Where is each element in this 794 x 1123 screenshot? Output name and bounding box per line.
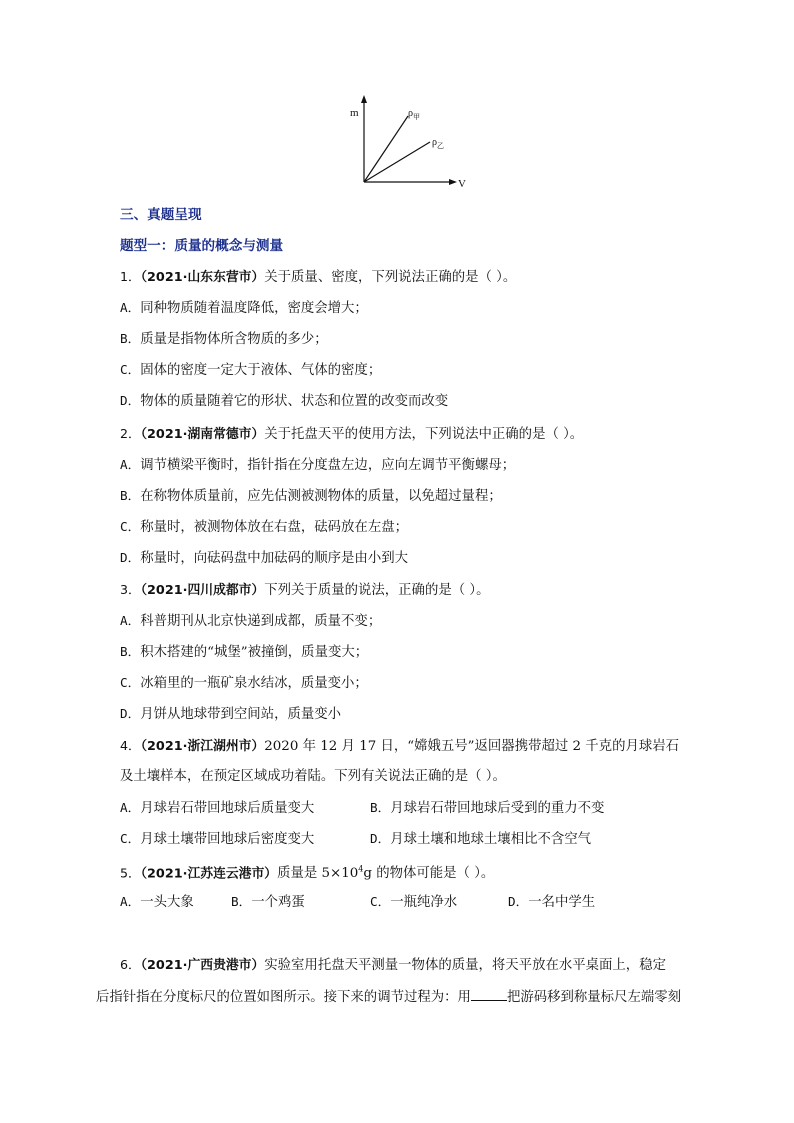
option-a: A．月球岩石带回地球后质量变大 [120,800,315,816]
line2-label: $\rho_乙$ [432,137,444,150]
option-b: B．一个鸡蛋 [231,894,305,910]
option-b: B．在称物体质量前，应先估测被测物体的质量，以免超过量程； [120,488,502,504]
line-rho-yi [364,142,430,182]
option-b: B．质量是指物体所含物质的多少； [120,331,328,347]
option-d: D．月球土壤和地球土壤相比不含空气 [370,831,592,847]
option-a: A．调节横梁平衡时，指针指在分度盘左边，应向左调节平衡螺母； [120,457,516,473]
option-b: B．积木搭建的“城堡”被撞倒，质量变大； [120,644,369,660]
question-source: （2021·江苏连云港市） [140,866,278,882]
question-number: 6． [120,957,141,972]
question-4 [120,736,679,757]
option-d: D．月饼从地球带到空间站，质量变小 [120,706,342,722]
option-a: A．同种物质随着温度降低，密度会增大； [120,300,368,316]
line1-label: $\rho_甲$ [408,108,420,121]
question-6-stem-continued: 后指针指在分度标尺的位置如图所示。接下来的调节过程为：用 把游码移到称量标尺左端零刻 [96,986,681,1008]
question-source: （2021·四川成都市） [140,583,265,598]
question-5 [120,860,494,884]
mass-volume-graph [342,92,472,192]
y-axis-label: m [350,107,359,119]
question-3 [120,580,489,601]
question-source: （2021·湖南常德市） [140,427,265,442]
question-stem: 实验室用托盘天平测量一物体的质量，将天平放在水平桌面上，稳定 [264,958,666,973]
answer-blank[interactable] [471,986,507,1001]
question-stem: 下列关于质量的说法，正确的是（ ）。 [264,583,490,598]
graph-svg [342,92,472,192]
question-stem: 关于托盘天平的使用方法，下列说法中正确的是（ ）。 [264,427,584,442]
question-stem: 质量是 $5\times 10^4g$ 的物体可能是（ ）。 [277,865,495,882]
option-c: C．一瓶纯净水 [370,894,458,910]
question-4-stem-continued: 及土壤样本，在预定区域成功着陆。下列有关说法正确的是（ ）。 [120,769,506,784]
question-source: （2021·广西贵港市） [140,958,265,973]
question-stem: 关于质量、密度，下列说法正确的是（ ）。 [264,270,517,285]
line-rho-jia [364,116,408,182]
question-source: （2021·山东东营市） [140,270,265,285]
section-title: 三、真题呈现 [120,207,202,223]
option-d: D．称量时，向砝码盘中加砝码的顺序是由小到大 [120,550,408,566]
question-2 [120,424,583,445]
question-source: （2021·浙江湖州市） [140,739,265,754]
option-d: D．一名中学生 [508,894,596,910]
question-number: 4． [120,738,141,753]
option-c: C．固体的密度一定大于液体、气体的密度； [120,362,382,378]
x-axis-label: V [458,178,466,190]
option-c: C．冰箱里的一瓶矿泉水结冰，质量变小； [120,675,368,691]
option-d: D．物体的质量随着它的形状、状态和位置的改变而改变 [120,393,449,409]
option-b: B．月球岩石带回地球后受到的重力不变 [370,800,605,816]
question-number: 1． [120,269,141,284]
question-number: 5． [120,865,141,881]
y-axis-arrow [361,95,367,103]
option-a: A．一头大象 [120,894,194,910]
topic-title: 题型一：质量的概念与测量 [120,238,284,254]
x-axis-arrow [449,179,457,185]
option-a: A．科普期刊从北京快递到成都，质量不变； [120,613,382,629]
question-6 [120,955,666,976]
option-c: C．称量时，被测物体放在右盘，砝码放在左盘； [120,519,408,535]
question-1 [120,267,516,288]
question-number: 2． [120,426,141,441]
question-number: 3． [120,582,141,597]
question-stem: 2020 年 12 月 17 日，“嫦娥五号”返回器携带超过 2 千克的月球岩石 [264,739,680,754]
option-c: C．月球土壤带回地球后密度变大 [120,831,315,847]
